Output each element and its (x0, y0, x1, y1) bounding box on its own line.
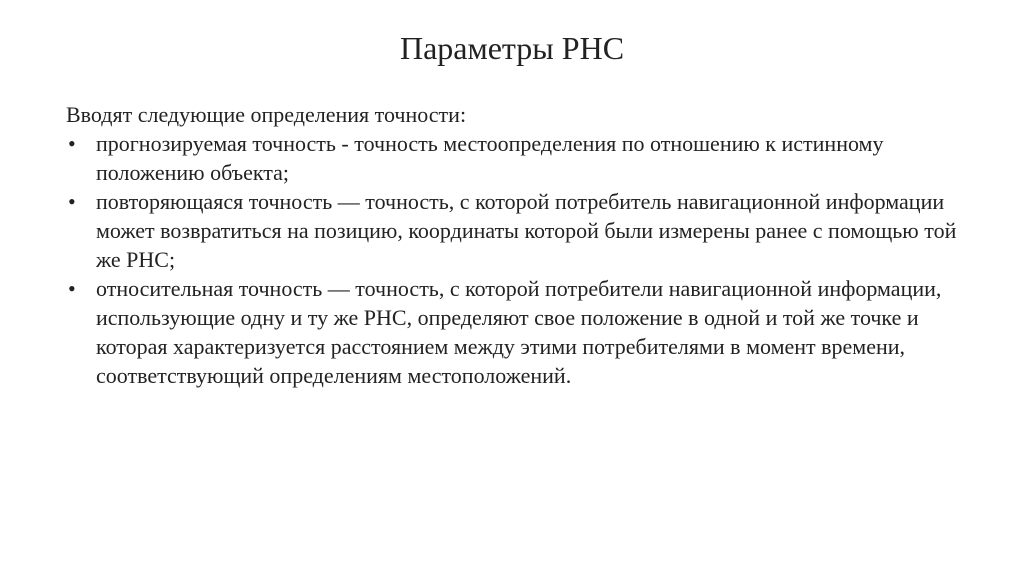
slide-title: Параметры РНС (399, 30, 625, 66)
bullet-icon: • (68, 276, 76, 301)
slide-body (66, 100, 966, 390)
bullet-item-predicted-accuracy (66, 129, 966, 187)
bullet-text: относительная точность — точность, с которой потребители навигационной информации, использующие одну и ту же РНС, определяют свое положение в одной и той же точке и которая характеризуется расстоянием между этими потребителями в момент времени, соответствующий определениям местоположений. (96, 276, 942, 388)
intro-text: Вводят следующие определения точности: (66, 102, 467, 127)
bullet-text: повторяющаяся точность — точность, с которой потребитель навигационной информации может возвратиться на позицию, координаты которой были измерены ранее с помощью той же РНС; (96, 189, 957, 272)
bullet-item-repeatable-accuracy (66, 187, 966, 274)
bullet-text: прогнозируемая точность - точность местоопределения по отношению к истинному положению объекта; (96, 131, 884, 185)
bullet-item-relative-accuracy (66, 274, 966, 390)
bullet-list (66, 129, 966, 390)
bullet-icon: • (68, 189, 76, 214)
bullet-icon: • (68, 131, 76, 156)
